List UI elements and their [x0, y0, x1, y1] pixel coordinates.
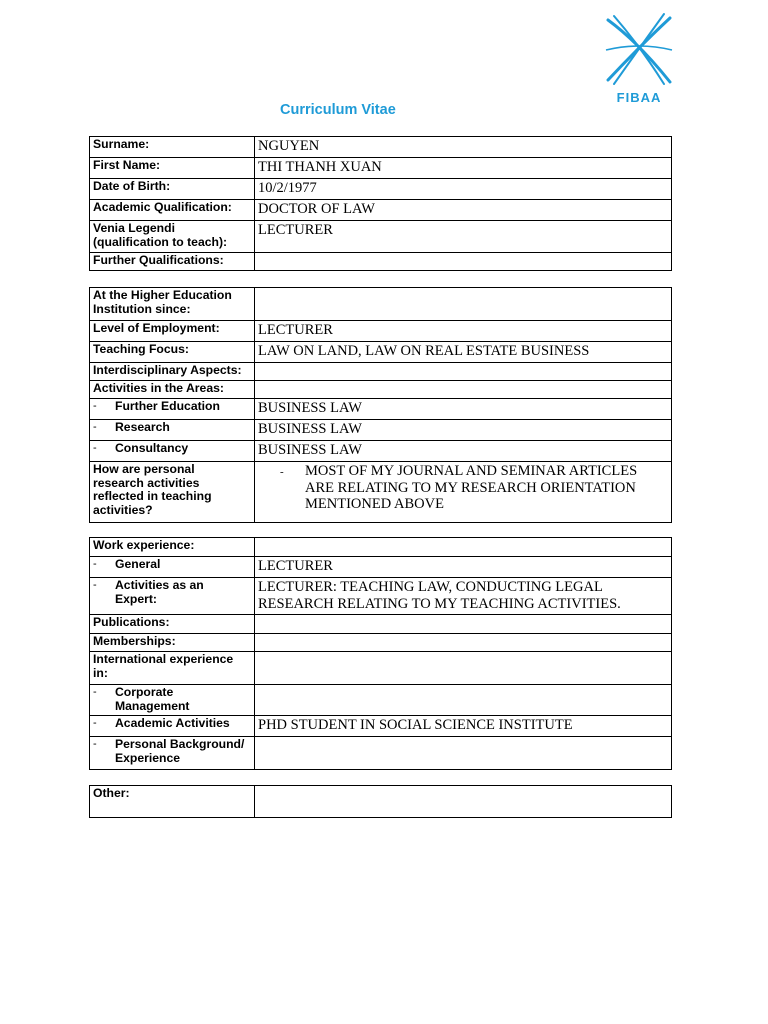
table-row [90, 342, 672, 363]
table-row [90, 399, 672, 420]
table-row [90, 462, 672, 523]
since-label-line1: At the Higher Education [93, 288, 232, 302]
table-row [90, 538, 672, 557]
personal-background-value [255, 737, 672, 770]
academic-activities-value: PHD STUDENT IN SOCIAL SCIENCE INSTITUTE [255, 716, 672, 737]
table-row [90, 221, 672, 253]
dob-value: 10/2/1977 [255, 179, 672, 200]
international-experience-label: International experience in: [90, 652, 255, 685]
research-reflected-value: - MOST OF MY JOURNAL AND SEMINAR ARTICLES ARE RELATING TO MY RESEARCH ORIENTATION MENTIONED ABOVE [255, 462, 672, 523]
table-row [90, 200, 672, 221]
page-title: Curriculum Vitae [280, 102, 396, 118]
personal-background-label: - Personal Background/ Experience [90, 737, 255, 770]
consultancy-label: - Consultancy [90, 441, 255, 462]
table-row [90, 137, 672, 158]
general-value: LECTURER [255, 557, 672, 578]
memberships-label: Memberships: [90, 634, 255, 652]
expert-activities-value: LECTURER: TEACHING LAW, CONDUCTING LEGAL RESEARCH RELATING TO MY TEACHING ACTIVITIES. [255, 578, 672, 615]
other-table [89, 785, 672, 818]
other-value [255, 786, 672, 818]
academic-activities-label: - Academic Activities [90, 716, 255, 737]
table-row [90, 685, 672, 716]
table-row [90, 179, 672, 200]
memberships-value [255, 634, 672, 652]
expert-activities-label: - Activities as an Expert: [90, 578, 255, 615]
fibaa-x-icon [604, 12, 674, 88]
research-reflected-label: How are personal research activities reflected in teaching activities? [90, 462, 255, 523]
first-name-value: THI THANH XUAN [255, 158, 672, 179]
institution-since-label [90, 288, 255, 321]
further-education-label: - Further Education [90, 399, 255, 420]
further-education-value: BUSINESS LAW [255, 399, 672, 420]
research-label: - Research [90, 420, 255, 441]
venia-label-line2: (qualification to teach): [93, 234, 228, 249]
table-row [90, 634, 672, 652]
work-experience-value [255, 538, 672, 557]
further-qualifications-label: Further Qualifications: [90, 253, 255, 271]
corporate-management-label: - Corporate Management [90, 685, 255, 716]
consultancy-value: BUSINESS LAW [255, 441, 672, 462]
publications-value [255, 615, 672, 634]
academic-qualification-label: Academic Qualification: [90, 200, 255, 221]
table-row [90, 557, 672, 578]
table-row [90, 652, 672, 685]
fibaa-logo [604, 12, 674, 106]
research-value: BUSINESS LAW [255, 420, 672, 441]
activities-areas-label: Activities in the Areas: [90, 381, 255, 399]
surname-label: Surname: [90, 137, 255, 158]
since-label-line2: Institution since: [93, 301, 191, 316]
international-experience-value [255, 652, 672, 685]
dob-label: Date of Birth: [90, 179, 255, 200]
logo-text: FIBAA [616, 90, 662, 105]
academic-qualification-value: DOCTOR OF LAW [255, 200, 672, 221]
table-row [90, 615, 672, 634]
table-row [90, 420, 672, 441]
table-row [90, 716, 672, 737]
corporate-management-value [255, 685, 672, 716]
work-experience-label: Work experience: [90, 538, 255, 557]
interdisciplinary-value [255, 363, 672, 381]
teaching-focus-label: Teaching Focus: [90, 342, 255, 363]
table-row [90, 786, 672, 818]
venia-legendi-label [90, 221, 255, 253]
table-row [90, 288, 672, 321]
table-row [90, 321, 672, 342]
teaching-focus-value: LAW ON LAND, LAW ON REAL ESTATE BUSINESS [255, 342, 672, 363]
institution-table [89, 287, 672, 523]
surname-value: NGUYEN [255, 137, 672, 158]
table-row [90, 441, 672, 462]
table-row [90, 363, 672, 381]
institution-since-value [255, 288, 672, 321]
personal-data-table [89, 136, 672, 271]
table-row [90, 158, 672, 179]
venia-legendi-value: LECTURER [255, 221, 672, 253]
table-row [90, 578, 672, 615]
venia-label-line1: Venia Legendi [93, 221, 175, 235]
first-name-label: First Name: [90, 158, 255, 179]
level-of-employment-value: LECTURER [255, 321, 672, 342]
table-row [90, 253, 672, 271]
experience-table [89, 537, 672, 770]
further-qualifications-value [255, 253, 672, 271]
interdisciplinary-label: Interdisciplinary Aspects: [90, 363, 255, 381]
publications-label: Publications: [90, 615, 255, 634]
table-row [90, 737, 672, 770]
table-row [90, 381, 672, 399]
general-label: - General [90, 557, 255, 578]
level-of-employment-label: Level of Employment: [90, 321, 255, 342]
other-label: Other: [90, 786, 255, 818]
activities-areas-value [255, 381, 672, 399]
